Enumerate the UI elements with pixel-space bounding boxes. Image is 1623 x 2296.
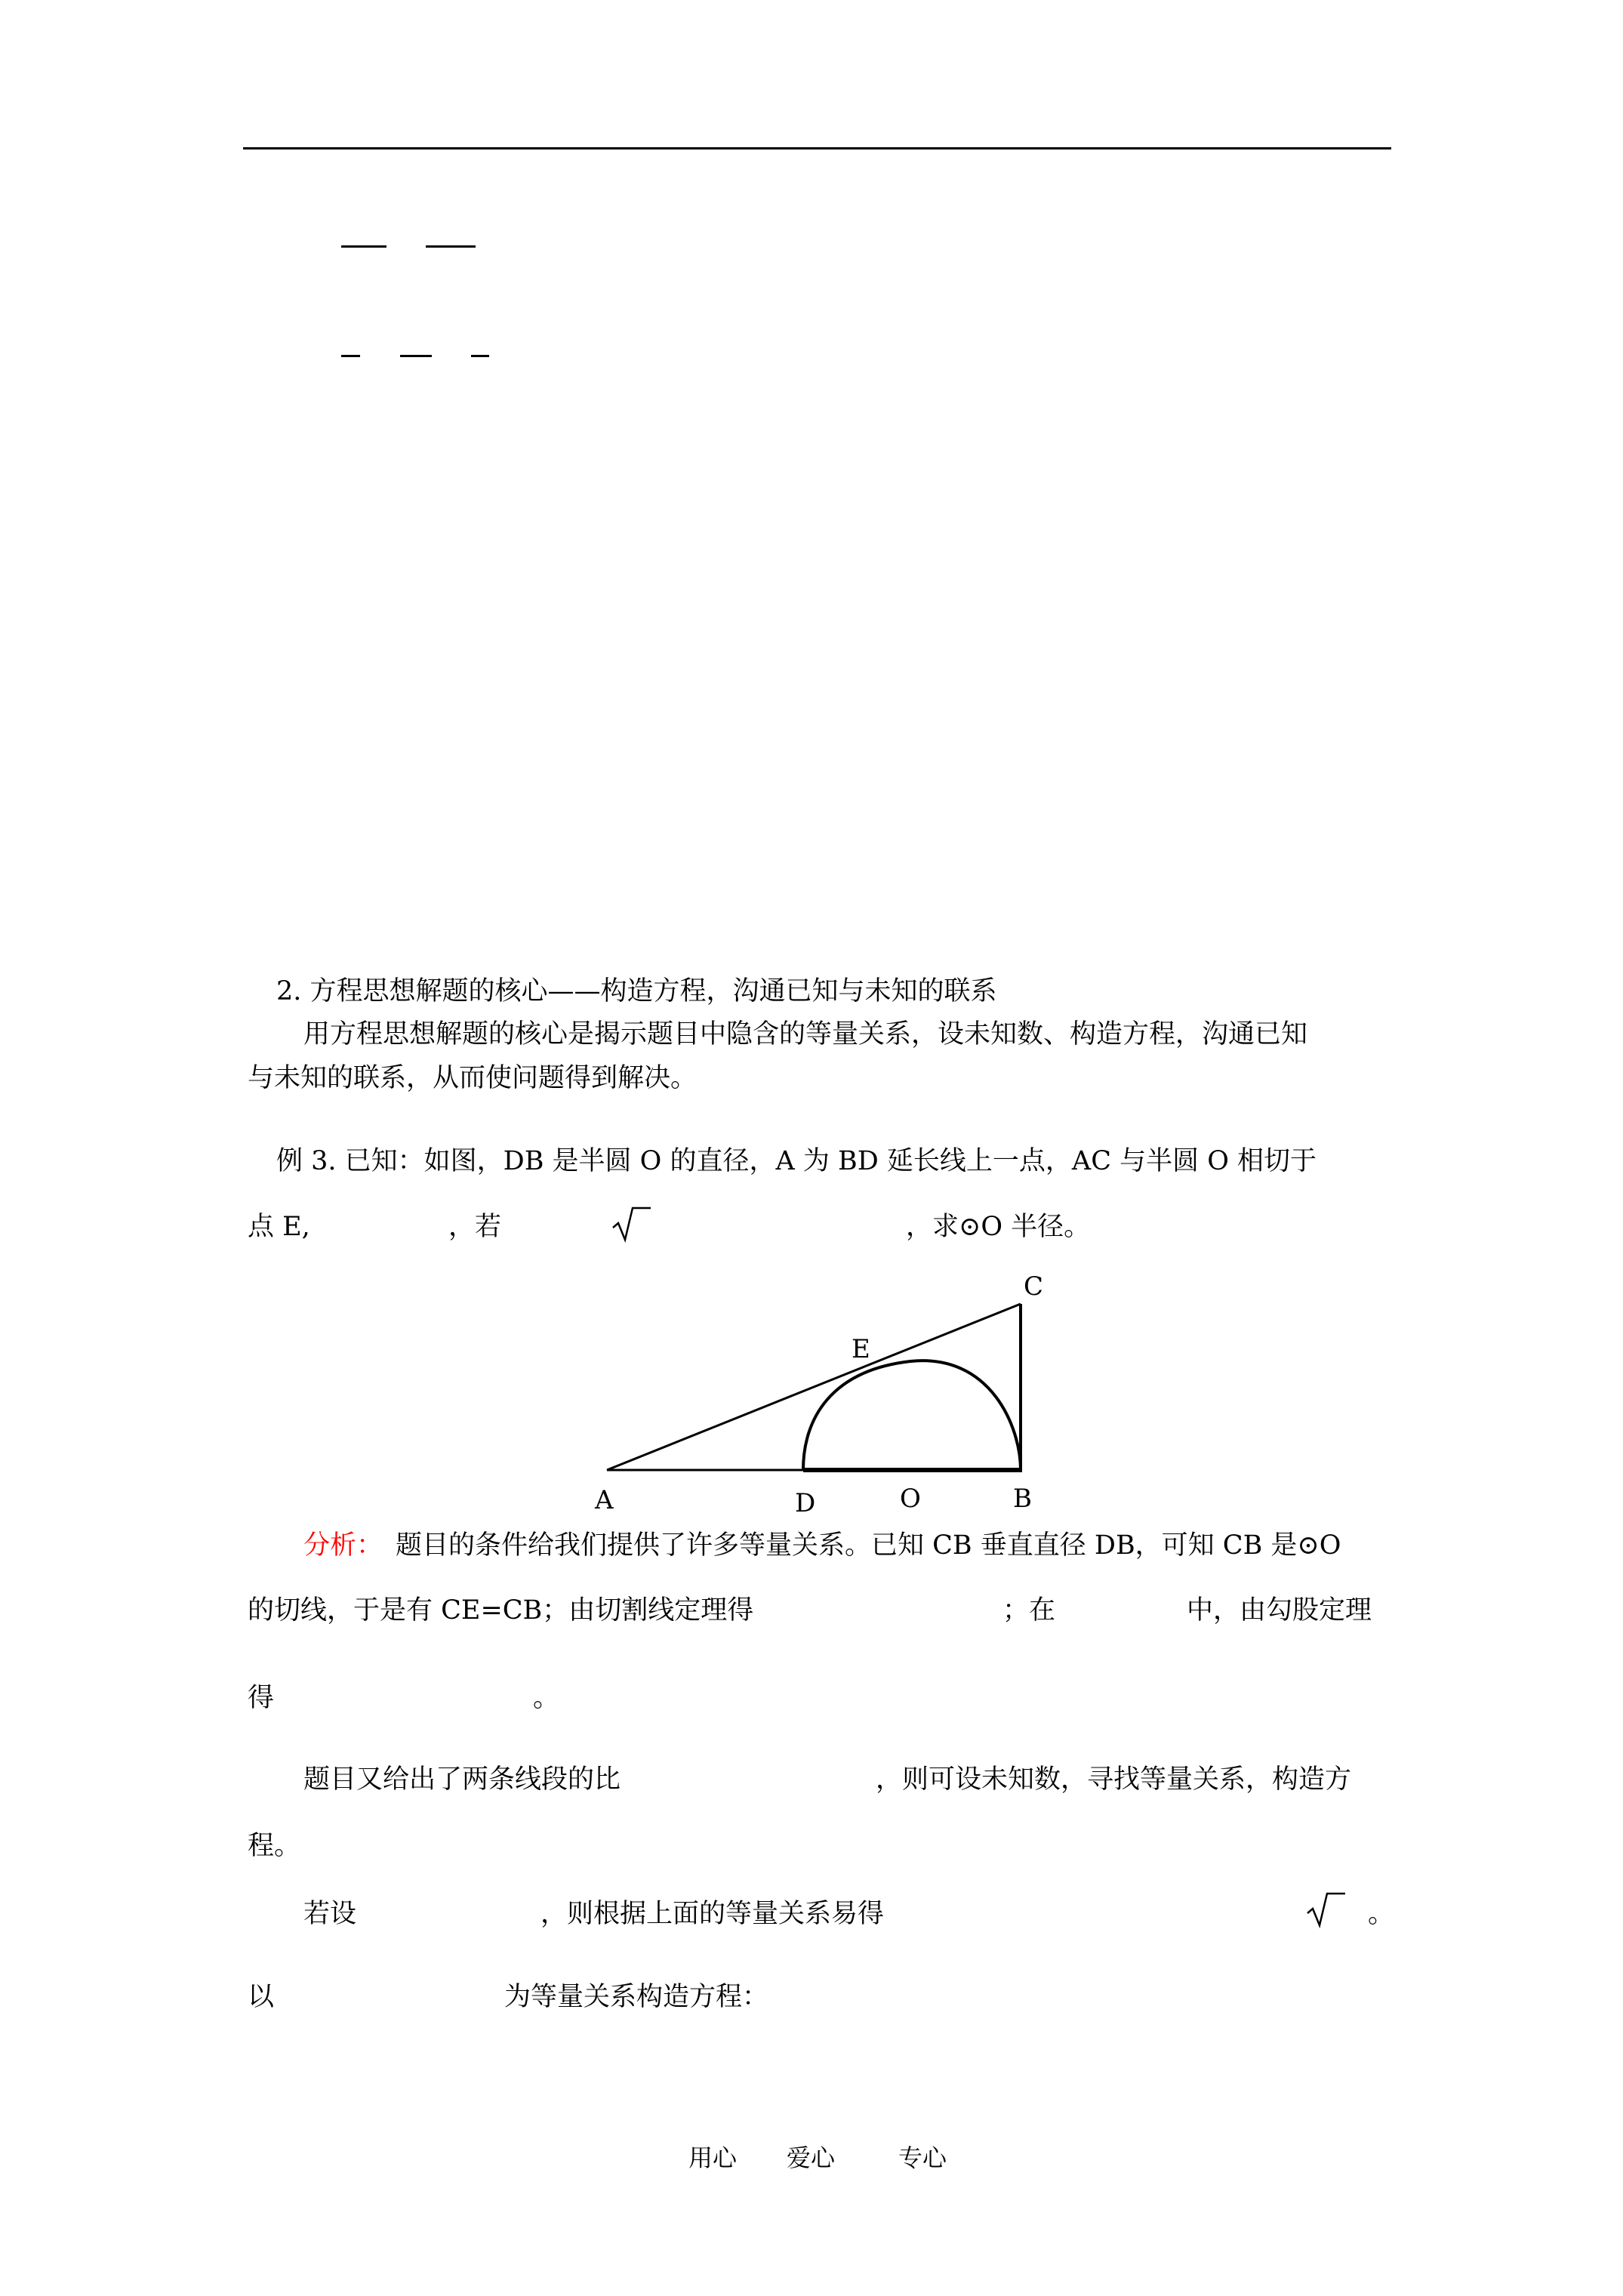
analysis-line-6a: 若设 [303,1899,357,1929]
header-rule [243,147,1391,149]
analysis-line-3a: 得 [248,1683,275,1713]
label-a: A [595,1485,614,1515]
analysis-line-3b: 。 [533,1683,560,1713]
sqrt-sign [1306,1892,1347,1928]
example-line-2-end: ，求⊙O 半径。 [906,1212,1091,1242]
analysis-line-5: 程。 [248,1831,301,1861]
label-b: B [1013,1484,1032,1514]
geometry-figure [574,1268,1072,1518]
fraction-bar [426,245,476,248]
fraction-bar [471,355,489,357]
label-o: O [900,1484,921,1514]
fraction-bar [341,245,387,248]
footer-item-3: 专心 [898,2143,947,2172]
analysis-line-4b: ，则可设未知数，寻找等量关系，构造方 [876,1764,1352,1795]
analysis-line-2a: 的切线，于是有 CE=CB；由切割线定理得 [248,1595,754,1626]
analysis-line-1: 题目的条件给我们提供了许多等量关系。已知 CB 垂直直径 DB，可知 CB 是⊙O [396,1530,1341,1561]
sqrt-sign [611,1207,652,1243]
label-d: D [795,1488,816,1518]
footer-item-1: 用心 [688,2143,738,2172]
analysis-line-2b: ；在 [1002,1595,1056,1626]
section-heading: 2. 方程思想解题的核心——构造方程，沟通已知与未知的联系 [276,976,997,1006]
analysis-line-6b: ，则根据上面的等量关系易得 [540,1899,885,1929]
analysis-line-7b: 为等量关系构造方程： [504,1982,769,2012]
analysis-label: 分析： [303,1530,383,1561]
analysis-line-6c: 。 [1368,1899,1395,1929]
analysis-line-7a: 以 [248,1982,275,2012]
fraction-bar [341,355,360,357]
label-e: E [852,1334,870,1364]
example-line-2-ruo: ，若 [448,1212,502,1242]
analysis-line-2c: 中，由勾股定理 [1187,1595,1372,1626]
analysis-line-4a: 题目又给出了两条线段的比 [303,1764,621,1795]
point-o [908,1468,913,1472]
label-c: C [1024,1271,1044,1302]
section-paragraph-line-2: 与未知的联系，从而使问题得到解决。 [248,1063,698,1093]
fraction-bar [400,355,432,357]
line-ac [607,1304,1021,1470]
example-line-1: 例 3. 已知：如图，DB 是半圆 O 的直径，A 为 BD 延长线上一点，AC 与半圆 O 相切于 [276,1146,1317,1176]
footer-item-2: 爱心 [787,2143,836,2172]
example-line-2-start: 点 E, [248,1212,310,1242]
section-paragraph-line-1: 用方程思想解题的核心是揭示题目中隐含的等量关系，设未知数、构造方程，沟通已知 [303,1019,1308,1049]
